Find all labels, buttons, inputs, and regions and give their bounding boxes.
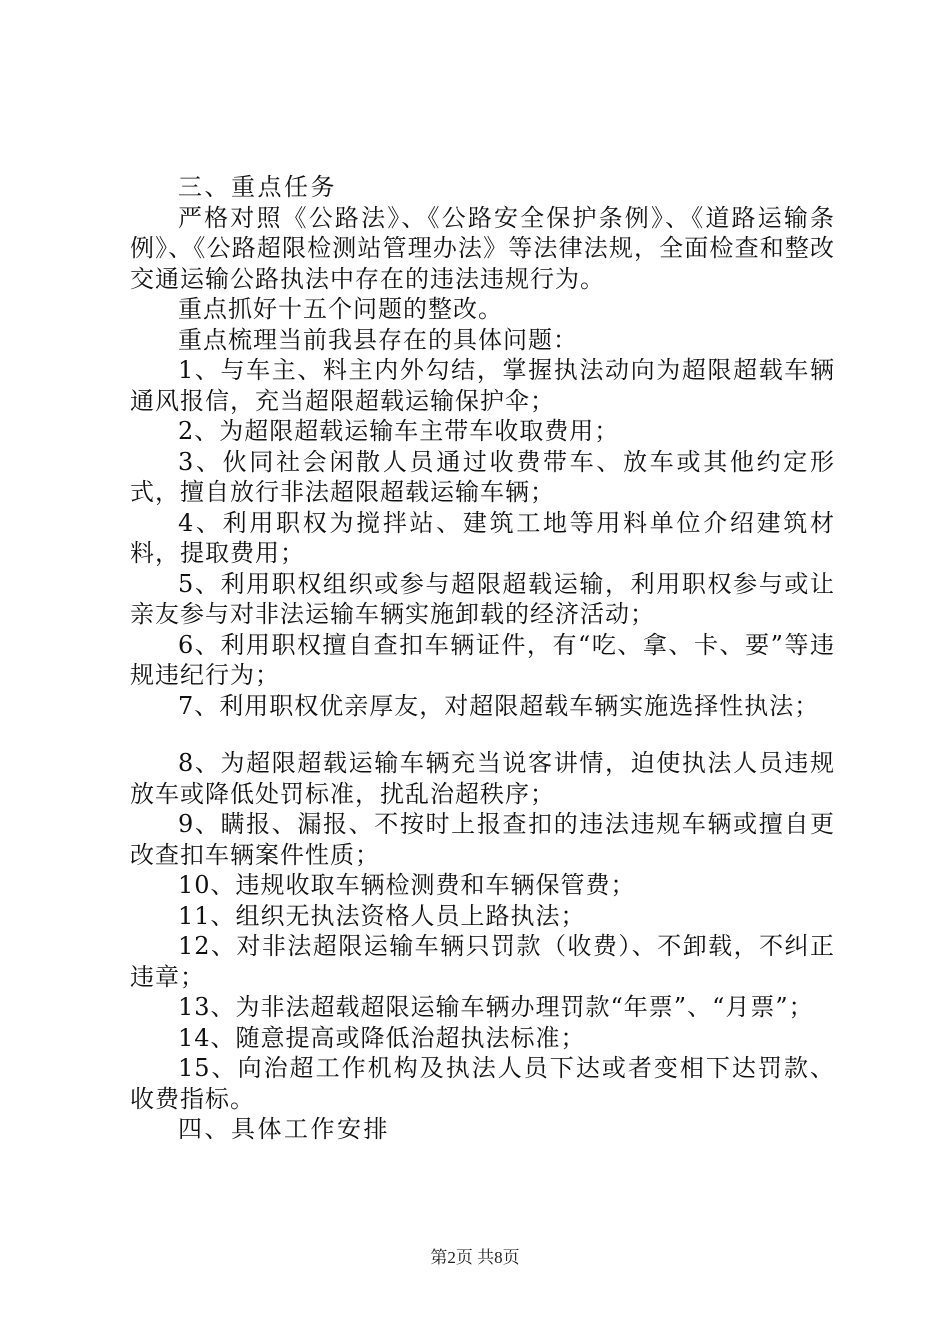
- page-number-footer: 第2页 共8页: [430, 1248, 520, 1267]
- list-item-3: 3、伙同社会闲散人员通过收费带车、放车或其他约定形式，擅自放行非法超限超载运输车辆；: [130, 447, 835, 506]
- list-item-1: 1、与车主、料主内外勾结，掌握执法动向为超限超载车辆通风报信，充当超限超载运输保护伞；: [130, 356, 835, 415]
- document-body: [130, 172, 835, 1145]
- list-item-13: 13、为非法超载超限运输车辆办理罚款“年票”、“月票”；: [178, 993, 814, 1021]
- list-item-2: 2、为超限超载运输车主带车收取费用；: [178, 417, 620, 445]
- list-item-6: 6、利用职权擅自查扣车辆证件，有“吃、拿、卡、要”等违规违纪行为；: [130, 630, 835, 689]
- list-item-14: 14、随意提高或降低治超执法标准；: [178, 1023, 586, 1052]
- list-item-12: 12、对非法超限运输车辆只罚款（收费）、不卸载，不纠正违章；: [130, 932, 835, 991]
- section-heading-4: 四、具体工作安排: [178, 1115, 390, 1143]
- paragraph-intro: 严格对照《公路法》、《公路安全保护条例》、《道路运输条例》、《公路超限检测站管理办法》等法律法规，全面检查和整改交通运输公路执法中存在的违法违规行为。: [130, 203, 835, 293]
- paragraph-list-lead: 重点梳理当前我县存在的具体问题：: [178, 325, 578, 354]
- list-item-11: 11、组织无执法资格人员上路执法；: [178, 901, 586, 930]
- section-heading-3: 三、重点任务: [178, 173, 337, 201]
- list-item-9: 9、瞒报、漏报、不按时上报查扣的违法违规车辆或擅自更改查扣车辆案件性质；: [130, 810, 835, 869]
- list-item-4: 4、利用职权为搅拌站、建筑工地等用料单位介绍建筑材料，提取费用；: [130, 508, 835, 567]
- list-item-10: 10、违规收取车辆检测费和车辆保管费；: [178, 871, 636, 899]
- list-item-5: 5、利用职权组织或参与超限超载运输，利用职权参与或让亲友参与对非法运输车辆实施卸载的经济活动；: [130, 569, 835, 628]
- paragraph-focus: 重点抓好十五个问题的整改。: [178, 295, 503, 323]
- list-item-7: 7、利用职权优亲厚友，对超限超载车辆实施选择性执法；: [178, 691, 820, 720]
- list-item-15: 15、向治超工作机构及执法人员下达或者变相下达罚款、收费指标。: [130, 1054, 835, 1113]
- list-item-8: 8、为超限超载运输车辆充当说客讲情，迫使执法人员违规放车或降低处罚标准，扰乱治超秩序；: [130, 749, 835, 808]
